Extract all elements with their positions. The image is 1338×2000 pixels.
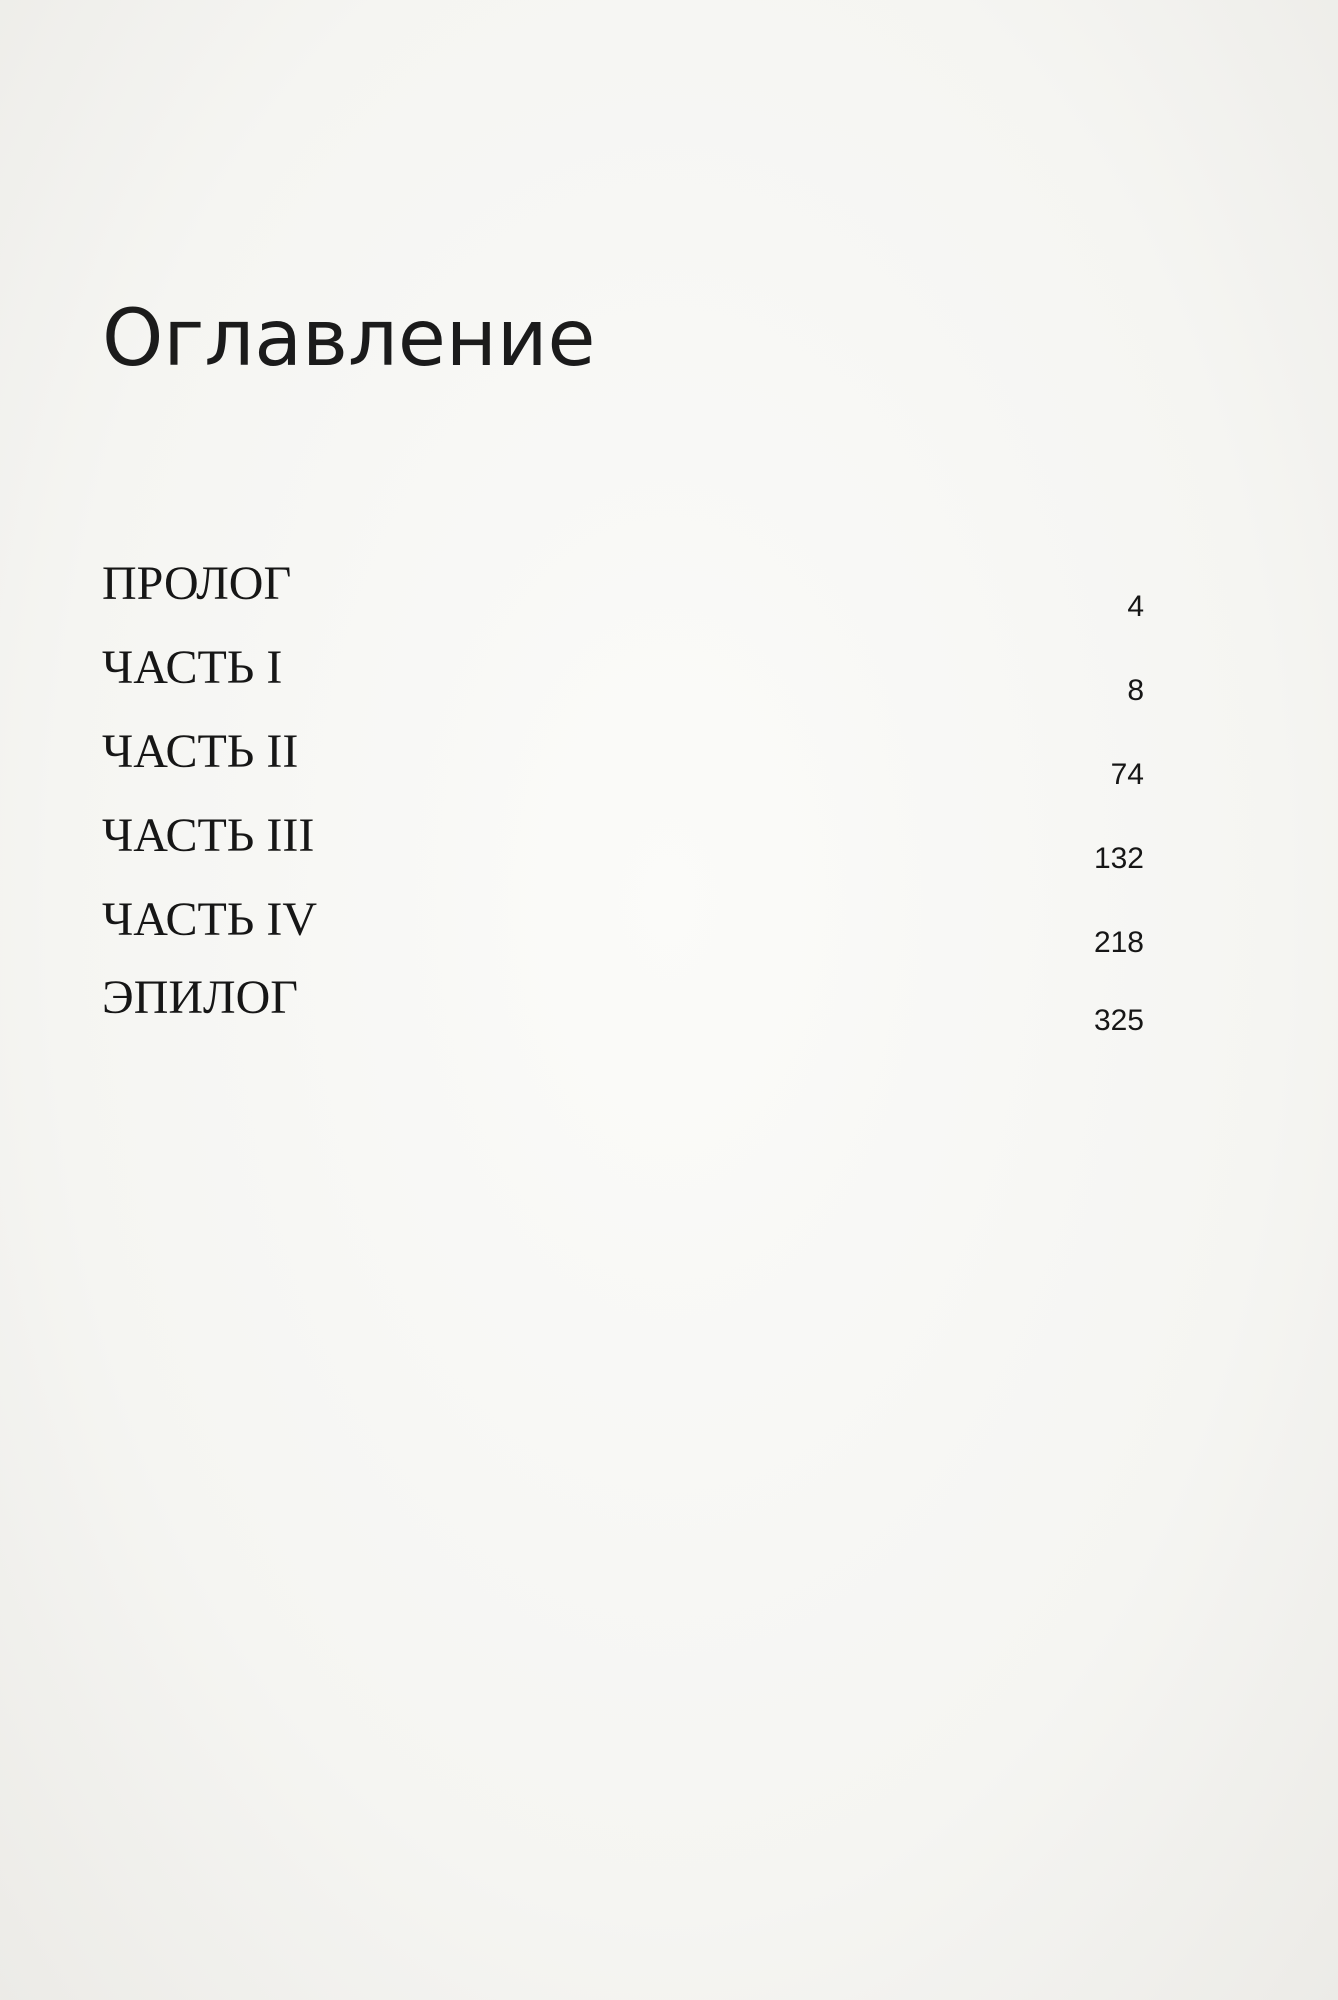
toc-entry-page: 4 (1127, 590, 1144, 623)
toc-entry-label: ЧАСТЬ II (102, 725, 299, 778)
page-title: Оглавление (102, 294, 596, 384)
toc-entry-epilogue (102, 971, 1144, 1044)
toc-entry-page: 132 (1093, 842, 1144, 875)
toc-entry-part-1 (102, 641, 1144, 714)
toc-entry-label: ЧАСТЬ I (102, 641, 283, 694)
toc-entry-label: ЭПИЛОГ (102, 971, 298, 1024)
toc-entry-part-3 (102, 809, 1144, 882)
toc-entry-label: ЧАСТЬ III (102, 809, 315, 862)
toc-entry-prologue (102, 557, 1144, 630)
toc-entry-label: ЧАСТЬ IV (102, 893, 318, 946)
toc-entry-label: ПРОЛОГ (102, 557, 292, 610)
toc-entry-page: 218 (1093, 926, 1144, 959)
toc-entry-page: 325 (1093, 1004, 1144, 1037)
toc-entry-page: 74 (1110, 758, 1144, 791)
toc-entry-part-4 (102, 893, 1144, 966)
toc-entry-page: 8 (1127, 674, 1144, 707)
toc-entry-part-2 (102, 725, 1144, 798)
